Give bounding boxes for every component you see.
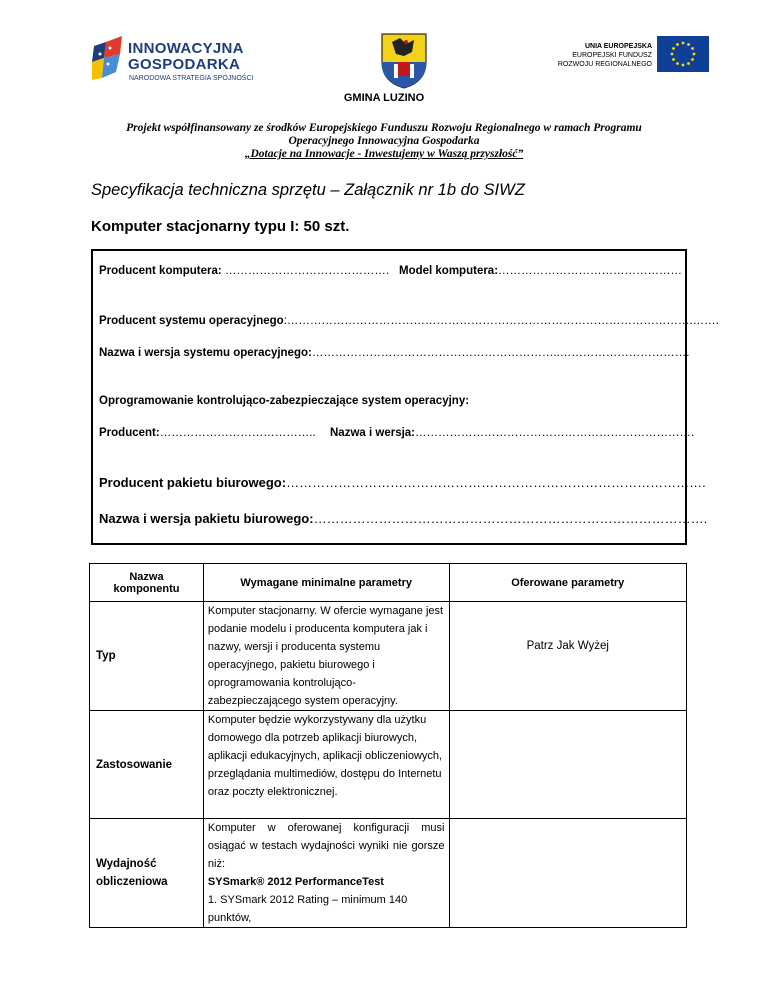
office-name-field[interactable]: ……………………………………………………………………………….: [313, 511, 708, 526]
spec-table: [89, 563, 687, 928]
office-producer-row: [99, 475, 706, 490]
header-name: Nazwa komponentu: [90, 564, 204, 602]
row-req-wydajnosc: [203, 819, 449, 928]
row-req-zastosowanie: Komputer będzie wykorzystywany dla użytku domowego dla potrzeb aplikacji biurowych, aplikacji edukacyjnych, aplikacji obliczeniowych, przeglądania multimediów, dostępu do Internetu oraz poczty elektronicznej.: [203, 711, 449, 819]
sec-producer-field[interactable]: …………………………………..: [159, 427, 316, 439]
logo-line2: GOSPODARKA: [128, 56, 241, 73]
row-offer-wydajnosc[interactable]: [449, 819, 687, 928]
row-offer-zastosowanie[interactable]: [449, 711, 687, 819]
header-offered: Oferowane parametry: [449, 564, 687, 602]
os-producer-row: [99, 315, 719, 327]
sec-producer-row: [99, 427, 316, 439]
table-row: [90, 602, 687, 711]
project-line1: Projekt współfinansowany ze środków Europejskiego Funduszu Rozwoju Regionalnego w ramach Programu: [126, 122, 642, 134]
page-header: [0, 28, 768, 108]
security-row: [99, 395, 469, 407]
row-name-zastosowanie: Zastosowanie: [90, 711, 204, 819]
producer-row: [99, 265, 389, 277]
header-required: Wymagane minimalne parametry: [203, 564, 449, 602]
sec-name-label: Nazwa i wersja:: [330, 427, 416, 439]
os-producer-field[interactable]: :…………………………………………………………………………………………….…….: [283, 315, 719, 327]
office-name-label: Nazwa i wersja pakietu biurowego:: [99, 511, 314, 526]
os-name-row: [99, 347, 689, 359]
computer-title: Komputer stacjonarny typu I: 50 szt.: [91, 218, 350, 235]
row-name-typ: Typ: [90, 602, 204, 711]
model-field[interactable]: …………………………………………: [498, 265, 683, 277]
eu-fund-text: [540, 42, 652, 69]
office-name-row: [99, 511, 707, 526]
req-wydajnosc-test: SYSmark® 2012 PerformanceTest: [207, 876, 384, 888]
table-row: [90, 819, 687, 928]
os-name-label: Nazwa i wersja systemu operacyjnego:: [99, 347, 312, 359]
spec-title: Specyfikacja techniczna sprzętu – Załącznik nr 1b do SIWZ: [91, 181, 525, 199]
req-wydajnosc-intro: Komputer w oferowanej konfiguracji musi osiągać w testach wydajności wyniki nie gorsze niż:: [207, 822, 445, 870]
gmina-name: GMINA LUZINO: [343, 92, 425, 104]
project-line3: „Dotacje na Innowacje - Inwestujemy w Waszą przyszłość”: [244, 148, 524, 160]
office-producer-label: Producent pakietu biurowego:: [99, 475, 287, 490]
eu-line3: ROZWOJU REGIONALNEGO: [557, 61, 652, 68]
producer-field[interactable]: …………………………………….: [221, 265, 390, 277]
row-offer-typ[interactable]: Patrz Jak Wyżej: [449, 602, 687, 711]
row-name-wydajnosc: Wydajność obliczeniowa: [90, 819, 204, 928]
table-header-row: [90, 564, 687, 602]
logo-line3: NARODOWA STRATEGIA SPÓJNOŚCI: [129, 75, 254, 82]
producer-label: Producent komputera:: [99, 265, 222, 277]
logo-line1: INNOWACYJNA: [128, 40, 244, 57]
eu-line2: EUROPEJSKI FUNDUSZ: [572, 52, 652, 59]
os-name-field[interactable]: ………………………………………………………..…………………………….: [311, 347, 690, 359]
sec-producer-label: Producent:: [99, 427, 160, 439]
eu-flag-icon: [657, 36, 709, 72]
sec-name-field[interactable]: ……………………………………………………………….: [415, 427, 695, 439]
req-wydajnosc-rating: 1. SYSmark 2012 Rating – minimum 140 punktów,: [207, 894, 408, 924]
model-row: [399, 265, 682, 277]
office-producer-field[interactable]: …………………………………………………………………………………….: [286, 475, 706, 490]
gmina-crest-icon: [376, 32, 432, 90]
sec-name-row: [330, 427, 694, 439]
security-label: Oprogramowanie kontrolująco-zabezpieczające system operacyjny:: [99, 395, 470, 407]
row-req-typ: Komputer stacjonarny. W ofercie wymagane jest podanie modelu i producenta komputera jak i nazwy, wersji i producenta systemu operacyjnego, pakietu biurowego i oprogramowania kontrolująco-zabezpieczającego system operacyjny.: [203, 602, 449, 711]
eu-line1: UNIA EUROPEJSKA: [584, 43, 652, 50]
model-label: Model komputera:: [399, 265, 499, 277]
project-line2: Operacyjnego Innowacyjna Gospodarka: [288, 135, 480, 147]
table-row: [90, 711, 687, 819]
ig-flag-icon: [92, 34, 124, 82]
os-producer-label: Producent systemu operacyjnego: [99, 315, 284, 327]
innowacyjna-gospodarka-logo: [92, 34, 252, 84]
project-statement: [80, 122, 688, 161]
software-form-box: [91, 249, 719, 545]
